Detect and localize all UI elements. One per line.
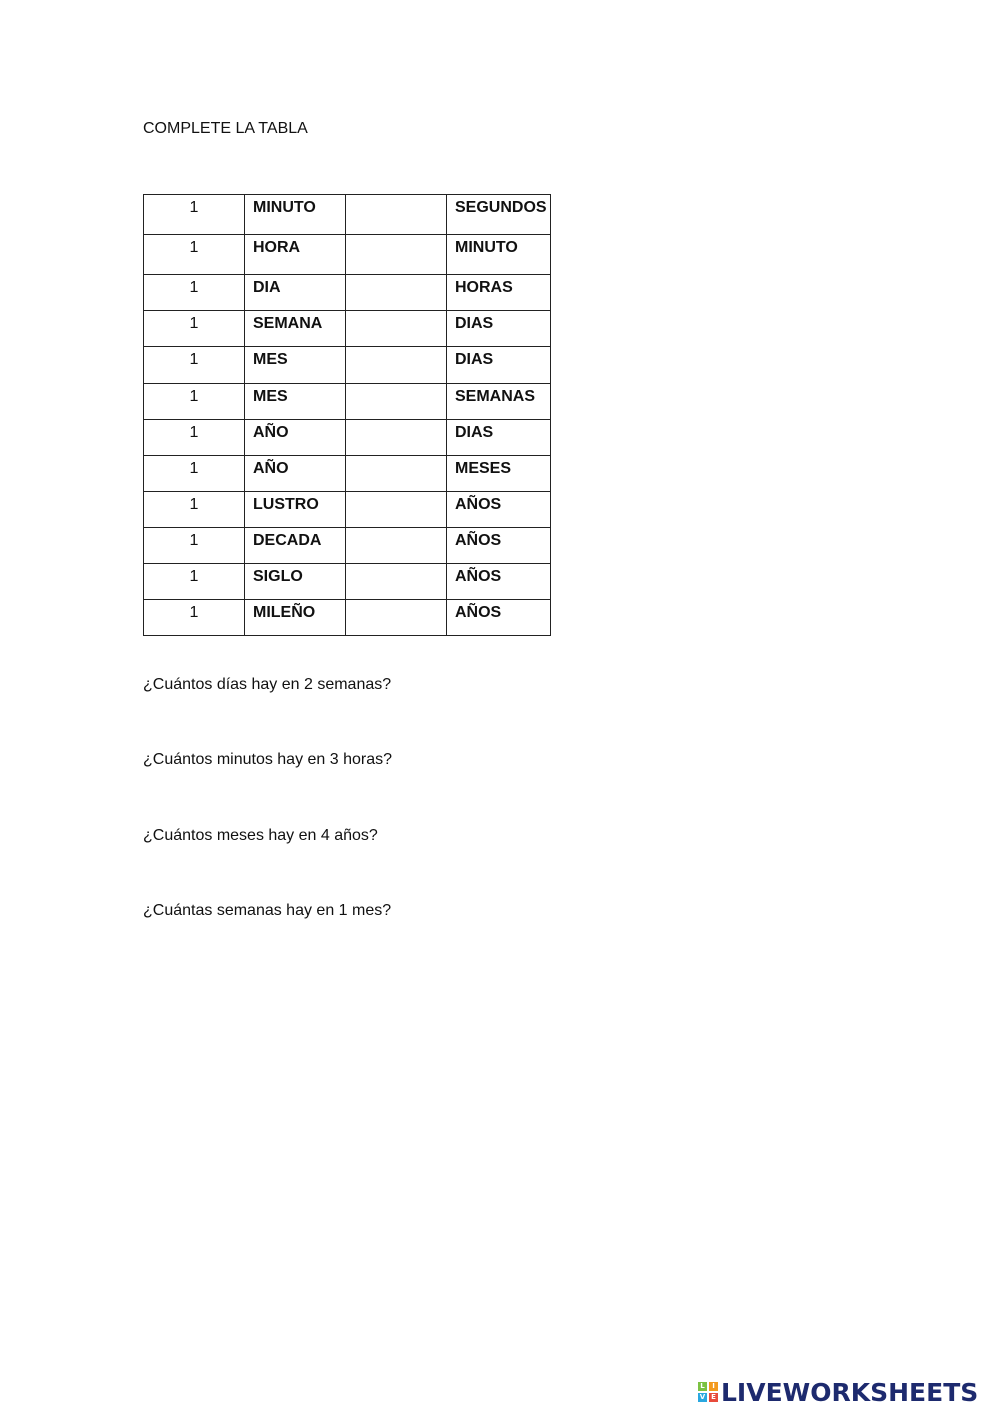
quantity-cell: 1	[144, 528, 245, 564]
target-unit-cell: DIAS	[447, 311, 551, 347]
unit-cell: SIGLO	[245, 564, 346, 600]
worksheet-title: COMPLETE LA TABLA	[143, 120, 308, 137]
table-row	[144, 456, 551, 492]
target-unit-cell: HORAS	[447, 275, 551, 311]
logo-mark-l: L	[698, 1382, 707, 1391]
answer-cell[interactable]	[346, 235, 447, 275]
unit-cell: MINUTO	[245, 195, 346, 235]
table-row	[144, 347, 551, 384]
target-unit-cell: AÑOS	[447, 564, 551, 600]
quantity-cell: 1	[144, 347, 245, 384]
question-1: ¿Cuántos días hay en 2 semanas?	[143, 676, 392, 693]
quantity-cell: 1	[144, 384, 245, 420]
quantity-cell: 1	[144, 456, 245, 492]
logo-mark-v: V	[699, 1393, 706, 1401]
table-row	[144, 275, 551, 311]
answer-cell[interactable]	[346, 492, 447, 528]
target-unit-cell: AÑOS	[447, 600, 551, 636]
unit-cell: HORA	[245, 235, 346, 275]
table-row	[144, 311, 551, 347]
answer-cell[interactable]	[346, 420, 447, 456]
question-3: ¿Cuántos meses hay en 4 años?	[143, 827, 378, 844]
quantity-cell: 1	[144, 564, 245, 600]
table-row	[144, 564, 551, 600]
table-row	[144, 195, 551, 235]
unit-cell: AÑO	[245, 420, 346, 456]
quantity-cell: 1	[144, 420, 245, 456]
table-row	[144, 528, 551, 564]
quantity-cell: 1	[144, 492, 245, 528]
unit-cell: AÑO	[245, 456, 346, 492]
quantity-cell: 1	[144, 235, 245, 275]
logo-text: LIVEWORKSHEETS	[721, 1377, 979, 1407]
target-unit-cell: AÑOS	[447, 492, 551, 528]
liveworksheets-logo	[698, 1377, 978, 1407]
answer-cell[interactable]	[346, 528, 447, 564]
answer-cell[interactable]	[346, 347, 447, 384]
unit-cell: DECADA	[245, 528, 346, 564]
unit-cell: DIA	[245, 275, 346, 311]
answer-cell[interactable]	[346, 195, 447, 235]
table-row	[144, 492, 551, 528]
unit-cell: LUSTRO	[245, 492, 346, 528]
target-unit-cell: DIAS	[447, 347, 551, 384]
target-unit-cell: AÑOS	[447, 528, 551, 564]
answer-cell[interactable]	[346, 275, 447, 311]
question-2: ¿Cuántos minutos hay en 3 horas?	[143, 751, 393, 768]
logo-mark-i: I	[709, 1382, 718, 1391]
unit-cell: MILEÑO	[245, 600, 346, 636]
logo-mark-icon	[698, 1382, 718, 1402]
table-row	[144, 235, 551, 275]
table-row	[144, 420, 551, 456]
target-unit-cell: SEGUNDOS	[447, 195, 551, 235]
unit-cell: MES	[245, 384, 346, 420]
target-unit-cell: SEMANAS	[447, 384, 551, 420]
table-row	[144, 600, 551, 636]
conversion-table	[143, 194, 551, 636]
target-unit-cell: MESES	[447, 456, 551, 492]
unit-cell: SEMANA	[245, 311, 346, 347]
unit-cell: MES	[245, 347, 346, 384]
answer-cell[interactable]	[346, 456, 447, 492]
answer-cell[interactable]	[346, 311, 447, 347]
quantity-cell: 1	[144, 311, 245, 347]
target-unit-cell: MINUTO	[447, 235, 551, 275]
question-4: ¿Cuántas semanas hay en 1 mes?	[143, 902, 392, 919]
quantity-cell: 1	[144, 600, 245, 636]
logo-mark-e: E	[709, 1393, 718, 1402]
table-row	[144, 384, 551, 420]
quantity-cell: 1	[144, 195, 245, 235]
quantity-cell: 1	[144, 275, 245, 311]
target-unit-cell: DIAS	[447, 420, 551, 456]
answer-cell[interactable]	[346, 564, 447, 600]
answer-cell[interactable]	[346, 384, 447, 420]
answer-cell[interactable]	[346, 600, 447, 636]
